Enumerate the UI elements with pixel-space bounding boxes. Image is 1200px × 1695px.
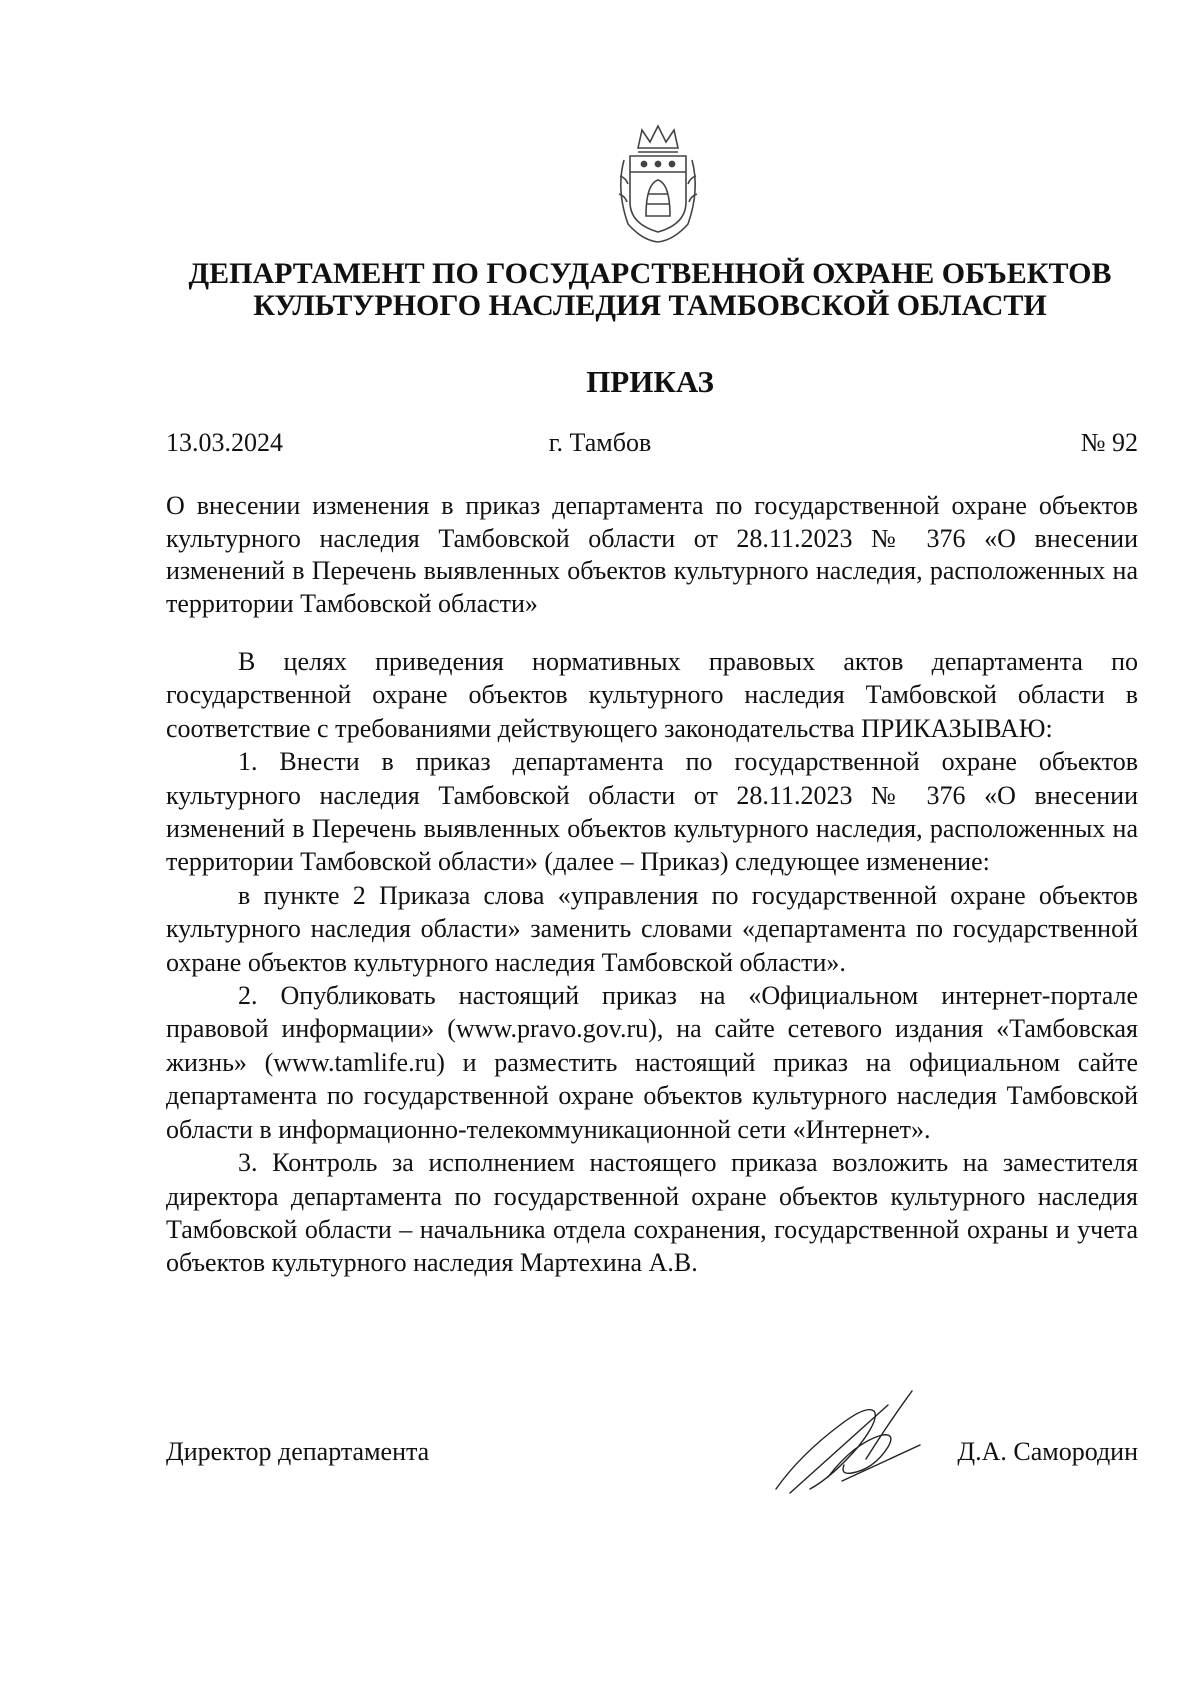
order-number: № 92	[1080, 428, 1138, 457]
order-item-3: 3. Контроль за исполнением настоящего приказа возложить на заместителя директора департамента по государственной охране объектов культурного наследия Тамбовской области – начальника отдела сохранения, государственной охраны и учета объектов культурного наследия Мартехина А.В.	[166, 1148, 1138, 1278]
department-name-line-1: ДЕПАРТАМЕНТ ПО ГОСУДАРСТВЕННОЙ ОХРАНЕ ОБЪЕКТОВ	[188, 257, 1112, 290]
coat-of-arms-icon	[608, 120, 708, 245]
signatory-name: Д.А. Самородин	[957, 1437, 1138, 1466]
order-item-1-change: в пункте 2 Приказа слова «управления по государственной охране объектов культурного наследия области» заменить словами «департамента по государственной охране объектов культурного наследия Тамбовской области».	[166, 880, 1138, 977]
handwritten-signature-icon	[770, 1385, 930, 1500]
signatory-title: Директор департамента	[166, 1437, 430, 1466]
order-body	[166, 645, 1138, 1280]
order-item-1: 1. Внести в приказ департамента по государственной охране объектов культурного наследия Тамбовской области от 28.11.2023 № 376 «О внесении изменений в Перечень выявленных объектов культурного наследия, расположенных на территории Тамбовской области» (далее – Приказ) следующее изменение:	[166, 747, 1138, 877]
department-name-line-2: КУЛЬТУРНОГО НАСЛЕДИЯ ТАМБОВСКОЙ ОБЛАСТИ	[253, 289, 1047, 322]
order-city: г. Тамбов	[548, 428, 652, 457]
order-date: 13.03.2024	[166, 428, 283, 457]
order-item-2: 2. Опубликовать настоящий приказ на «Официальном интернет-портале правовой информации» (www.pravo.gov.ru), на сайте сетевого издания «Тамбовская жизнь» (www.tamlife.ru) и разместить настоящий приказ на официальном сайте департамента по государственной охране объектов культурного наследия Тамбовской области в информационно-телекоммуникационной сети «Интернет».	[166, 981, 1138, 1144]
department-name	[150, 258, 1150, 322]
order-subject: О внесении изменения в приказ департамента по государственной охране объектов культурного наследия Тамбовской области от 28.11.2023 № 376 «О внесении изменений в Перечень выявленных объектов культурного наследия, расположенных на территории Тамбовской области»	[166, 491, 1138, 618]
document-type-title: ПРИКАЗ	[586, 364, 714, 399]
order-preamble: В целях приведения нормативных правовых актов департамента по государственной охране объектов культурного наследия Тамбовской области в соответствие с требованиями действующего законодательства ПРИКАЗЫВАЮ:	[166, 647, 1138, 743]
